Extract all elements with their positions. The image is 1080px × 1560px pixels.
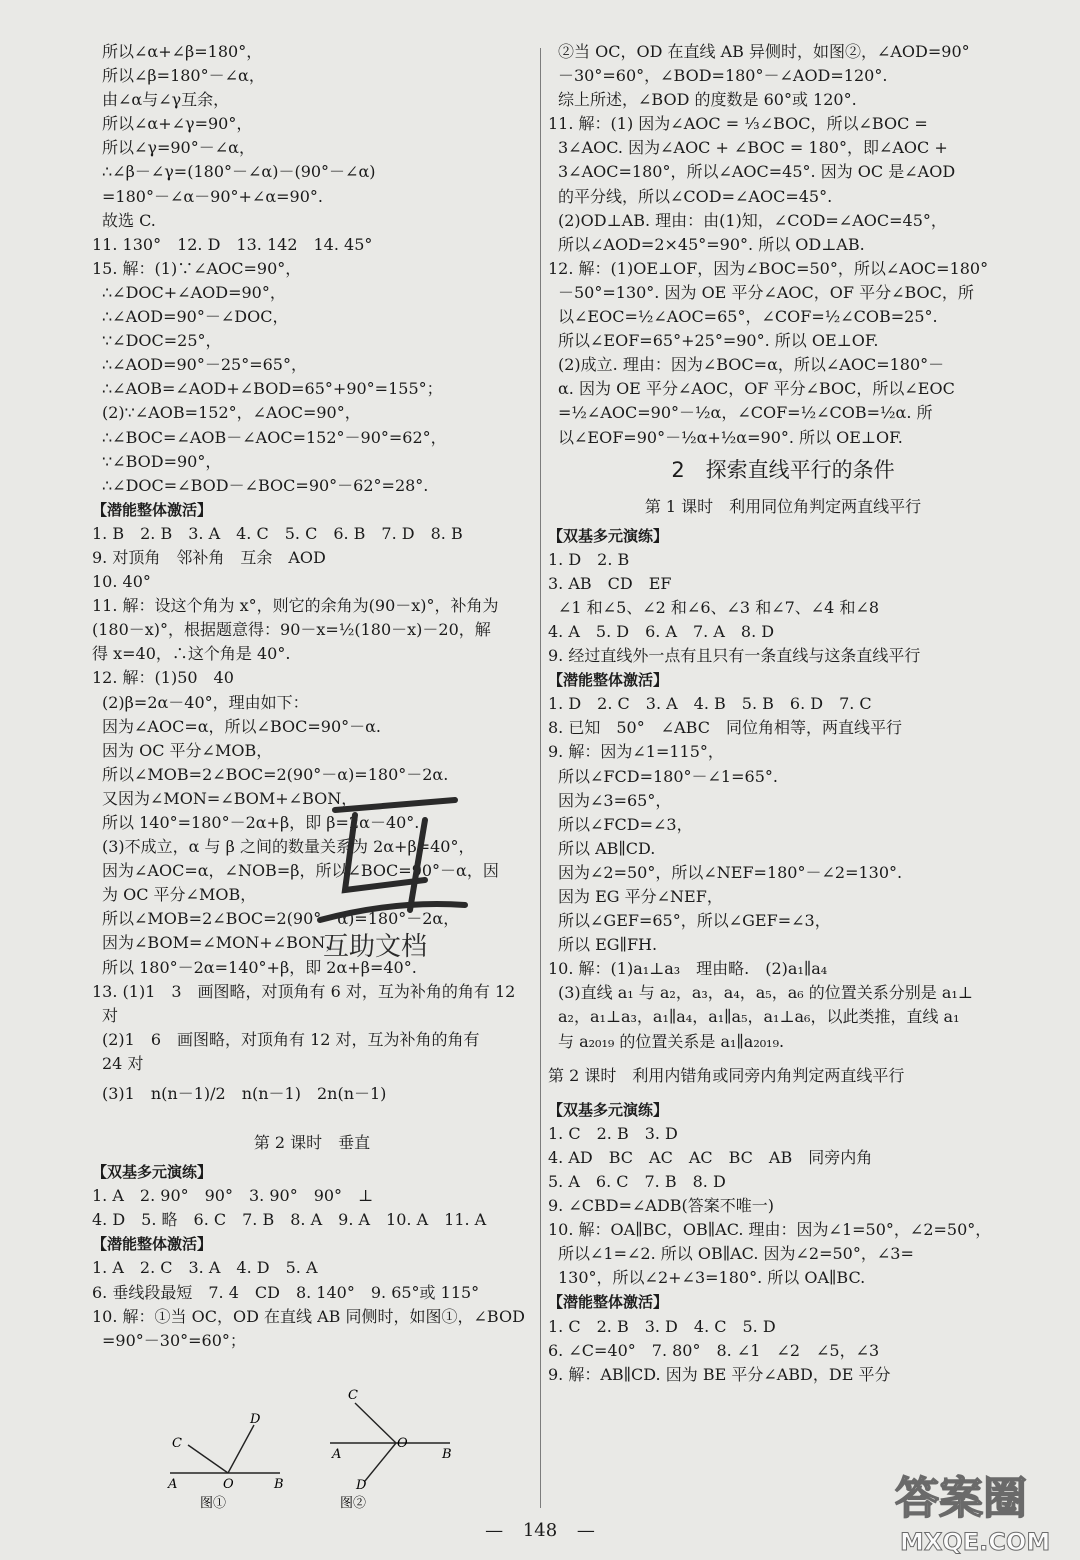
section-heading: 【潜能整体激活】 <box>548 671 669 690</box>
text-line: a₂，a₁⊥a₃，a₁∥a₄，a₁∥a₅，a₁⊥a₆，以此类推，直线 a₁ <box>558 1007 960 1027</box>
text-line: =½∠AOC=90°－½α，∠COF=½∠COB=½α. 所 <box>558 403 933 423</box>
fig1-caption: 图① <box>200 1496 227 1511</box>
text-line: (2)β=2α－40°，理由如下： <box>102 692 309 712</box>
text-line: α. 因为 OE 平分∠AOC，OF 平分∠BOC，所以∠EOC <box>558 379 955 399</box>
fig2-caption: 图② <box>340 1496 367 1511</box>
text-line: 3∠AOC=180°，所以∠AOC=45°. 因为 OC 是∠AOD <box>558 162 956 182</box>
text-line: ∵∠BOD=90°， <box>102 451 222 471</box>
text-line: ∴∠AOD=90°－∠DOC， <box>102 307 289 327</box>
text-line: 3∠AOC. 因为∠AOC + ∠BOC = 180°，即∠AOC + <box>558 138 948 158</box>
text-line: 所以∠β=180°－∠α， <box>102 66 265 86</box>
dash-left: — <box>485 1520 504 1541</box>
answer-line: 12. 解：(1)OE⊥OF，因为∠BOC=50°，所以∠AOC=180° <box>548 258 989 278</box>
text-line: 以∠EOF=90°－½α+½α=90°. 所以 OE⊥OF. <box>558 427 903 447</box>
fig2-label-d: D <box>356 1478 367 1493</box>
text-line: 130°，所以∠2+∠3=180°. 所以 OA∥BC. <box>558 1268 866 1288</box>
text-line: 所以∠FCD=180°－∠1=65°. <box>558 766 778 786</box>
handwritten-stamp <box>315 780 485 980</box>
answer-line: 1. D 2. C 3. A 4. B 5. B 6. D 7. C <box>548 694 872 714</box>
text-line: 因为∠AOC=α，所以∠BOC=90°－α. <box>102 716 382 736</box>
answer-line: 11. 解：(1) 因为∠AOC = ⅓∠BOC，所以∠BOC = <box>548 114 928 134</box>
text-line: 24 对 <box>102 1053 144 1073</box>
answer-line: 1. C 2. B 3. D <box>548 1123 678 1143</box>
text-line: 所以∠α+∠γ=90°， <box>102 114 253 134</box>
text-line: 对 <box>102 1005 119 1025</box>
section-heading: 【潜能整体激活】 <box>92 500 213 519</box>
text-line: (3)不成立，α 与 β 之间的数量关系为 2α+β=40°， <box>102 837 475 857</box>
text-line: 因为∠3=65°， <box>558 790 672 810</box>
text-line: ②当 OC，OD 在直线 AB 异侧时，如图②，∠AOD=90° <box>558 42 970 61</box>
text-line: 所以 140°=180°－2α+β，即 β=2α－40°. <box>102 813 420 832</box>
answer-line: 11. 解：设这个角为 x°，则它的余角为(90－x)°，补角为 <box>92 596 499 616</box>
text-line: (2)成立. 理由：因为∠BOC=α，所以∠AOC=180°－ <box>558 355 945 375</box>
column-divider <box>540 48 541 1508</box>
text-line: 所以∠α+∠β=180°， <box>102 42 263 61</box>
fig1-label-c: C <box>172 1436 182 1451</box>
text-line: 由∠α与∠γ互余， <box>102 90 230 110</box>
section-heading: 【双基多元演练】 <box>92 1163 213 1182</box>
page-number: 148 <box>522 1520 558 1541</box>
text-line: －30°=60°，∠BOD=180°－∠AOD=120°. <box>558 66 888 86</box>
page-number-footer <box>0 1520 1080 1541</box>
text-line: ∴∠β－∠γ=(180°－∠α)－(90°－∠α) <box>102 162 376 182</box>
text-line: 综上所述，∠BOD 的度数是 60°或 120°. <box>558 90 857 110</box>
answer-line: 4. AD BC AC AC BC AB 同旁内角 <box>548 1147 873 1167</box>
text-line: 所以 180°－2α=140°+β，即 2α+β=40°. <box>102 957 417 977</box>
fig2-label-o: O <box>397 1436 408 1451</box>
fig1-label-o: O <box>223 1477 234 1492</box>
answer-line: 3. AB CD EF <box>548 573 672 593</box>
text-line: 因为∠2=50°，所以∠NEF=180°－∠2=130°. <box>558 862 903 882</box>
answer-line: 10. 解：①当 OC，OD 在直线 AB 同侧时，如图①，∠BOD <box>92 1306 525 1326</box>
text-line: 与 a₂₀₁₉ 的位置关系是 a₁∥a₂₀₁₉. <box>558 1031 785 1051</box>
figure-2 <box>330 1388 452 1511</box>
text-line: ∴∠AOB=∠AOD+∠BOD=65°+90°=155°； <box>102 379 443 399</box>
answer-line: 12. 解：(1)50 40 <box>92 668 234 688</box>
answer-line: 9. 解：AB∥CD. 因为 BE 平分∠ABD，DE 平分 <box>548 1364 891 1384</box>
text-line: ∴∠DOC=∠BOD－∠BOC=90°－62°=28°. <box>102 475 429 495</box>
text-line: 故选 C. <box>102 210 156 230</box>
answer-line: 1. A 2. C 3. A 4. D 5. A <box>92 1258 318 1278</box>
text-line: 所以∠GEF=65°，所以∠GEF=∠3， <box>558 911 831 931</box>
section-heading: 【潜能整体激活】 <box>548 1293 669 1312</box>
text-line: 因为∠AOC=α，∠NOB=β，所以∠BOC=90°－α，因 <box>102 861 499 881</box>
lesson-title: 第 2 课时 利用内错角或同旁内角判定两直线平行 <box>548 1065 905 1085</box>
text-line: (180－x)°，根据题意得：90－x=½(180－x)－20，解 <box>92 620 491 640</box>
left-column <box>92 40 532 1353</box>
fig2-label-c: C <box>348 1388 358 1403</box>
watermark-logo <box>880 1455 1080 1560</box>
text-line: －50°=130°. 因为 OE 平分∠AOC，OF 平分∠BOC，所 <box>558 282 974 302</box>
fig1-label-b: B <box>274 1477 284 1492</box>
text-line: 所以∠FCD=∠3， <box>558 814 693 834</box>
text-line: 所以∠MOB=2∠BOC=2(90°－α)=180°－2α. <box>102 764 449 784</box>
text-line: 以∠EOC=½∠AOC=65°，∠COF=½∠COB=25°. <box>558 307 938 327</box>
right-column <box>548 40 1018 1387</box>
chapter-title: 2 探索直线平行的条件 <box>671 457 895 482</box>
text-line: ∴∠DOC+∠AOD=90°， <box>102 282 286 302</box>
watermark-line1: 答案圈 <box>895 1473 1027 1524</box>
fig2-label-a: A <box>332 1447 342 1462</box>
text-line: 因为∠BOM=∠MON+∠BON， <box>102 933 342 953</box>
text-line: =90°－30°=60°； <box>102 1330 246 1350</box>
text-line: ∠1 和∠5、∠2 和∠6、∠3 和∠7、∠4 和∠8 <box>558 597 880 617</box>
answer-line: 9. 经过直线外一点有且只有一条直线与这条直线平行 <box>548 646 921 666</box>
section-heading: 【双基多元演练】 <box>548 1100 669 1119</box>
text-line: =180°－∠α－90°+∠α=90°. <box>102 186 323 206</box>
text-line: ∴∠AOD=90°－25°=65°， <box>102 355 307 375</box>
fig2-label-b: B <box>442 1447 452 1462</box>
section-heading: 【双基多元演练】 <box>548 526 669 545</box>
answer-line: 1. C 2. B 3. D 4. C 5. D <box>548 1316 776 1336</box>
text-line: 所以 AB∥CD. <box>558 838 656 858</box>
text-line: ∵∠DOC=25°， <box>102 331 222 351</box>
lesson-title: 第 1 课时 利用同位角判定两直线平行 <box>644 496 922 516</box>
figure-1 <box>167 1412 284 1511</box>
text-line: 因为 EG 平分∠NEF， <box>558 887 723 906</box>
stamp-text: 互助文档 <box>323 932 428 962</box>
answer-line: 4. D 5. 略 6. C 7. B 8. A 9. A 10. A 11. A <box>92 1210 487 1230</box>
answer-line: 10. 解：(1)a₁⊥a₃ 理由略. (2)a₁∥a₄ <box>548 959 828 979</box>
fig1-label-d: D <box>250 1412 261 1427</box>
answer-line: 9. 解：因为∠1=115°， <box>548 742 724 762</box>
answer-line: 8. 已知 50° ∠ABC 同位角相等，两直线平行 <box>548 718 902 738</box>
text-line: 为 OC 平分∠MOB， <box>102 885 257 905</box>
text-line: 因为 OC 平分∠MOB， <box>102 740 273 760</box>
text-line: (3)直线 a₁ 与 a₂，a₃，a₄，a₅，a₆ 的位置关系分别是 a₁⊥ <box>558 983 973 1003</box>
dash-right: — <box>576 1520 595 1541</box>
watermark-line2: MXQE.COM <box>900 1528 1051 1556</box>
text-line: 所以 EG∥FH. <box>558 935 658 955</box>
answer-line: 6. 垂线段最短 7. 4 CD 8. 140° 9. 65°或 115° <box>92 1282 480 1302</box>
answer-line: 4. A 5. D 6. A 7. A 8. D <box>548 621 775 641</box>
answer-line: 5. A 6. C 7. B 8. D <box>548 1171 726 1191</box>
text-line: (2)1 6 画图略，对顶角有 12 对，互为补角的角有 <box>102 1029 480 1049</box>
answer-line: 1. A 2. 90° 90° 3. 90° 90° ⊥ <box>92 1186 374 1206</box>
text-line: 所以∠AOD=2×45°=90°. 所以 OD⊥AB. <box>558 234 865 254</box>
text-line: (3)1 n(n－1)/2 n(n－1) 2n(n－1) <box>102 1084 387 1104</box>
answer-line: 11. 130° 12. D 13. 142 14. 45° <box>92 234 373 254</box>
text-line: 又因为∠MON=∠BOM+∠BON， <box>102 788 358 808</box>
lesson-title: 第 2 课时 垂直 <box>253 1133 371 1153</box>
answer-line: 9. ∠CBD=∠ADB(答案不唯一) <box>548 1196 775 1216</box>
text-line: (2)∵∠AOB=152°，∠AOC=90°， <box>102 403 361 423</box>
answer-line: 6. ∠C=40° 7. 80° 8. ∠1 ∠2 ∠5，∠3 <box>548 1340 880 1360</box>
answer-line: 9. 对顶角 邻补角 互余 AOD <box>92 547 326 567</box>
text-line: 所以∠γ=90°－∠α， <box>102 138 255 158</box>
text-line: 所以∠EOF=65°+25°=90°. 所以 OE⊥OF. <box>558 331 879 351</box>
answer-line: 1. B 2. B 3. A 4. C 5. C 6. B 7. D 8. B <box>92 523 463 543</box>
text-line: 所以∠1=∠2. 所以 OB∥AC. 因为∠2=50°，∠3= <box>558 1244 914 1264</box>
answer-line: 10. 40° <box>92 572 151 592</box>
text-line: 得 x=40，∴这个角是 40°. <box>92 644 291 664</box>
section-heading: 【潜能整体激活】 <box>92 1235 213 1254</box>
answer-line: 1. D 2. B <box>548 549 630 569</box>
text-line: (2)OD⊥AB. 理由：由(1)知，∠COD=∠AOC=45°， <box>558 210 947 230</box>
answer-line: 13. (1)1 3 画图略，对顶角有 6 对，互为补角的角有 12 <box>92 981 516 1001</box>
text-line: ∴∠BOC=∠AOB－∠AOC=152°－90°=62°， <box>102 427 447 447</box>
fig1-label-a: A <box>168 1477 178 1492</box>
answer-line: 10. 解：OA∥BC，OB∥AC. 理由：因为∠1=50°，∠2=50°， <box>548 1220 992 1240</box>
text-line: 所以∠MOB=2∠BOC=2(90°－α)=180°－2α， <box>102 909 460 929</box>
angle-figures <box>150 1385 480 1515</box>
answer-line: 15. 解：(1)∵∠AOC=90°， <box>92 258 302 278</box>
text-line: 的平分线，所以∠COD=∠AOC=45°. <box>558 186 833 206</box>
